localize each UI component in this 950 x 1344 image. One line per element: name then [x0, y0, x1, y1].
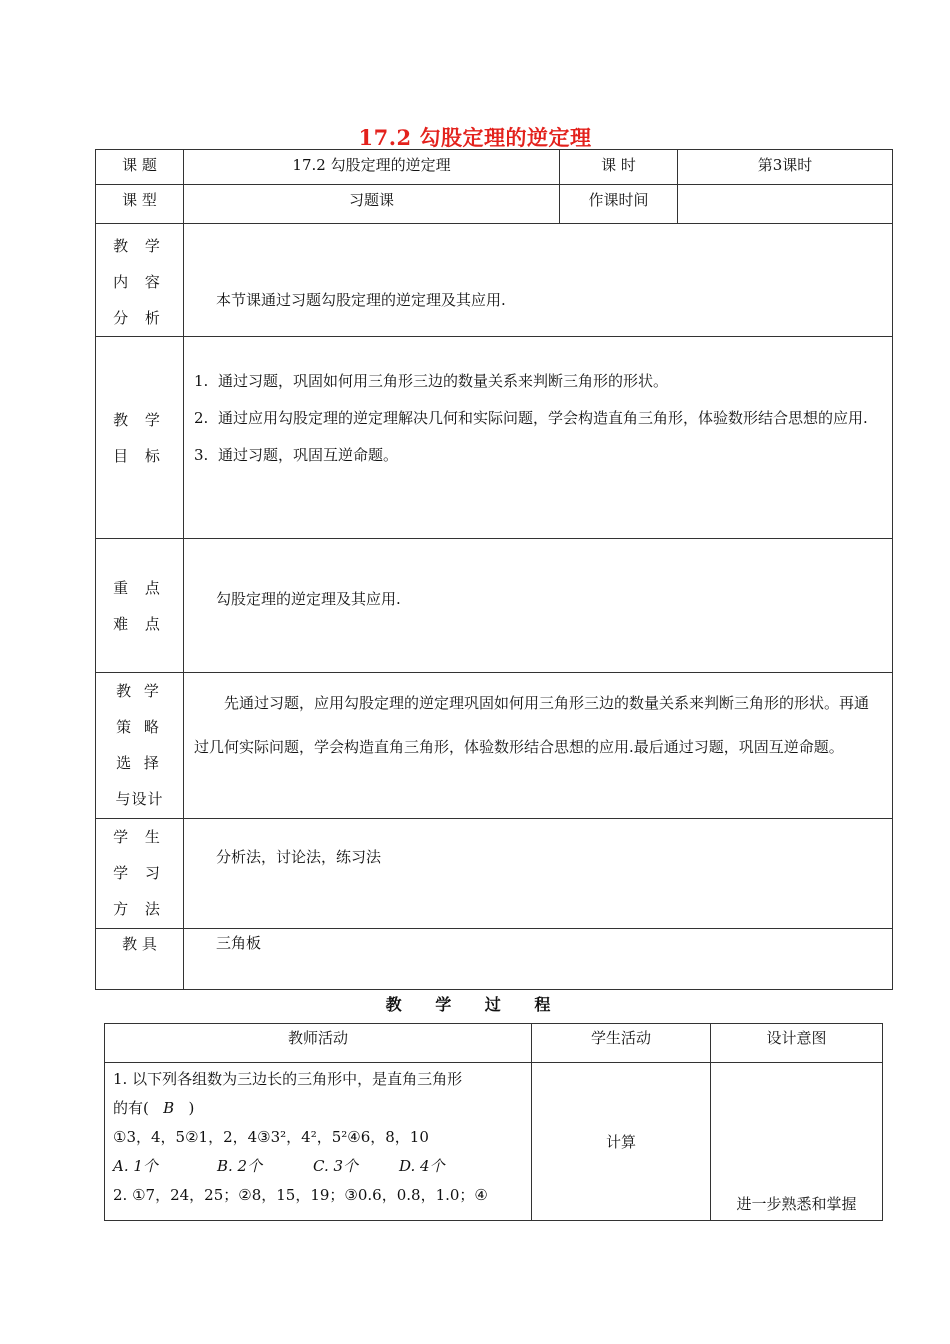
time-label: 作课时间	[560, 185, 678, 224]
goal-item	[194, 400, 882, 437]
table-row	[96, 185, 893, 224]
lesson-info-table	[95, 149, 893, 990]
topic-label: 课 题	[96, 150, 184, 185]
strategy-content: 先通过习题，应用勾股定理的逆定理巩固如何用三角形三边的数量关系来判断三角形的形状。再通过几何实际问题，学会构造直角三角形，体验数形结合思想的应用.最后通过习题，巩固互逆命题。	[194, 694, 870, 756]
table-row	[105, 1063, 883, 1221]
tools-content: 三角板	[216, 934, 262, 952]
table-row	[96, 337, 893, 539]
goal-text: 通过习题，巩固如何用三角形三边的数量关系来判断三角形的形状。	[218, 372, 669, 390]
label-line: 学 习	[113, 864, 166, 882]
goal-number: 2.	[194, 409, 209, 427]
label-line: 目 标	[113, 446, 166, 465]
header-teacher: 教师活动	[105, 1024, 532, 1063]
option-b: B. 2个	[217, 1157, 263, 1175]
label-line: 与设计	[115, 790, 164, 808]
goals-label	[96, 337, 184, 539]
label-line: 教 学	[116, 682, 163, 700]
analysis-text	[184, 224, 893, 337]
tools-label: 教 具	[96, 929, 184, 990]
question-line: 1. 以下列各组数为三边长的三角形中，是直角三角形	[113, 1070, 463, 1088]
teacher-activity	[105, 1063, 532, 1221]
key-label	[96, 539, 184, 673]
goals-list	[184, 337, 893, 539]
table-row	[96, 819, 893, 929]
table-row	[96, 150, 893, 185]
header-student: 学生活动	[532, 1024, 711, 1063]
goal-number: 1.	[194, 372, 209, 390]
question-line: 2. ①7，24，25；②8，15，19；③0.6，0.8，1.0；④	[113, 1186, 488, 1204]
strategy-label	[96, 673, 184, 819]
period-value: 第3课时	[678, 150, 893, 185]
goal-number: 3.	[194, 446, 209, 464]
topic-value: 17.2 勾股定理的逆定理	[184, 150, 560, 185]
goal-item	[194, 437, 882, 474]
analysis-label	[96, 224, 184, 337]
label-line: 教 学	[113, 237, 166, 255]
table-row	[96, 224, 893, 337]
label-line: 内 容	[113, 273, 166, 291]
key-text	[184, 539, 893, 673]
label-line: 重 点	[113, 578, 166, 597]
goal-item	[194, 363, 882, 400]
question-line: ①3，4，5②1，2，4③3²，4²，5²④6，8，10	[113, 1128, 429, 1146]
label-line: 学 生	[113, 828, 166, 846]
type-value: 习题课	[184, 185, 560, 224]
label-line: 难 点	[113, 614, 166, 633]
table-row	[96, 929, 893, 990]
answer-text: B	[163, 1099, 175, 1117]
table-row	[96, 673, 893, 819]
option-line	[113, 1152, 525, 1181]
table-row	[96, 539, 893, 673]
design-intent: 进一步熟悉和掌握	[711, 1063, 883, 1221]
tools-text	[184, 929, 893, 990]
question-text: )	[188, 1099, 195, 1117]
process-title: 教 学 过 程	[385, 995, 565, 1014]
method-label	[96, 819, 184, 929]
method-content: 分析法，讨论法，练习法	[216, 848, 382, 866]
label-line: 选 择	[116, 754, 163, 772]
type-label: 课 型	[96, 185, 184, 224]
option-d: D. 4个	[399, 1157, 445, 1175]
period-label: 课 时	[560, 150, 678, 185]
student-activity: 计算	[532, 1063, 711, 1221]
goal-text: 通过应用勾股定理的逆定理解决几何和实际问题，学会构造直角三角形，体验数形结合思想的应用.	[218, 409, 868, 427]
label-line: 策 略	[116, 718, 163, 736]
label-line: 分 析	[113, 309, 166, 327]
option-c: C. 3个	[313, 1157, 359, 1175]
time-value	[678, 185, 893, 224]
option-a: A. 1个	[113, 1157, 158, 1175]
key-content: 勾股定理的逆定理及其应用.	[216, 590, 401, 608]
question-text: 的有(	[113, 1099, 149, 1117]
page-title: 17.2 勾股定理的逆定理	[358, 125, 592, 150]
question-line	[113, 1094, 525, 1123]
label-line: 教 学	[113, 410, 166, 429]
process-table	[104, 1023, 883, 1221]
table-row	[105, 1024, 883, 1063]
method-text	[184, 819, 893, 929]
strategy-text	[184, 673, 893, 819]
goal-text: 通过习题，巩固互逆命题。	[218, 446, 399, 464]
label-line: 方 法	[113, 900, 166, 918]
header-intent: 设计意图	[711, 1024, 883, 1063]
analysis-content: 本节课通过习题勾股定理的逆定理及其应用.	[216, 291, 506, 309]
